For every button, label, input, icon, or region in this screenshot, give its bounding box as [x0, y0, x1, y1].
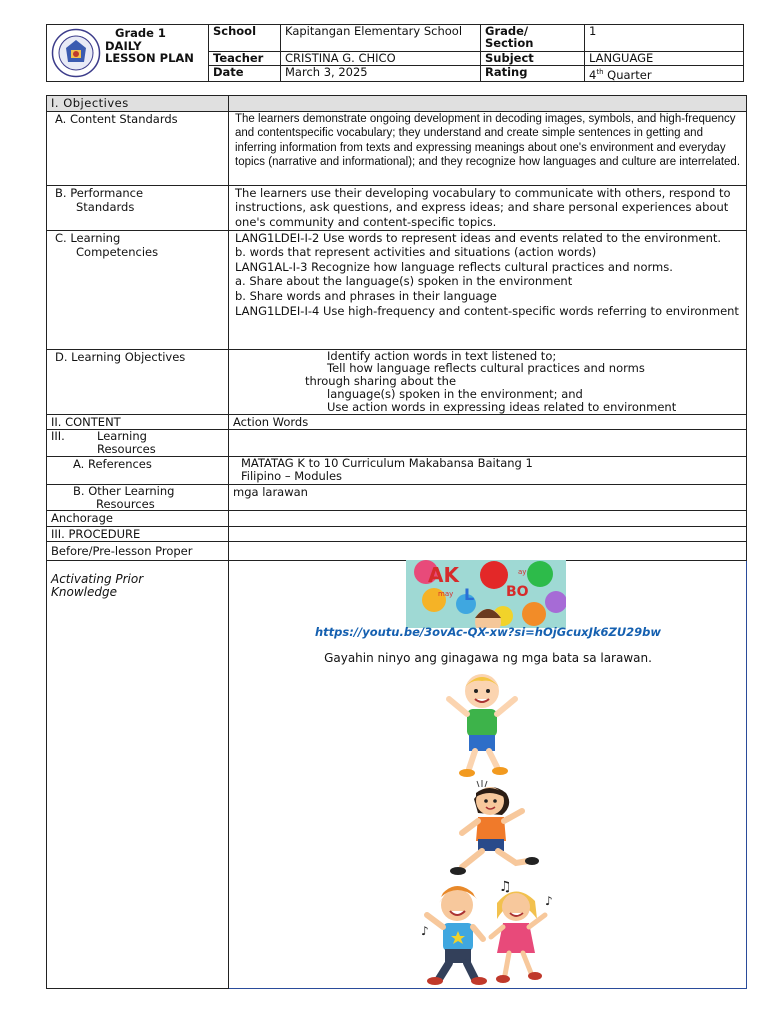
- objectives-heading-blank: [229, 96, 747, 112]
- title-line-1: Grade 1: [115, 26, 166, 40]
- procedure-blank: [229, 526, 747, 542]
- anchorage-label: Anchorage: [47, 511, 229, 527]
- header-table: [46, 24, 744, 82]
- other-resources-value: mga larawan: [229, 485, 747, 511]
- grade-label: Grade/ Section: [481, 25, 585, 52]
- banner-text-may: may: [438, 590, 454, 599]
- content-label: II. CONTENT: [47, 414, 229, 430]
- performance-standards-text: The learners use their developing vocabulary to communicate with others, respond to instructions, ask questions, and express ideas; and share personal experiences about one's community and content-specific topics.: [229, 185, 747, 230]
- lesson-plan-table: [46, 95, 747, 989]
- music-note-icon: ♪: [545, 894, 553, 909]
- deped-seal-logo: [51, 28, 101, 78]
- learning-competencies-text: [229, 230, 747, 349]
- rating-value: 4th Quarter: [585, 66, 744, 82]
- competency-line: b. Share words and phrases in their language: [235, 288, 497, 303]
- grade-value: 1: [585, 25, 744, 52]
- learning-objectives-text: [229, 349, 747, 414]
- procedure-label: III. PROCEDURE: [47, 526, 229, 542]
- objective-item: language(s) spoken in the environment; and: [327, 386, 583, 401]
- competency-line: LANG1LDEI-I-4 Use high-frequency and content-specific words referring to environment: [235, 303, 739, 318]
- youtube-link[interactable]: https://youtu.be/3ovAc-QX-xw?si=hOjGcuxJk6ZU29bw: [314, 625, 662, 640]
- banner-text-bo: BO: [506, 584, 529, 601]
- header-title-cell: [47, 25, 209, 82]
- performance-standards-label: B. Performance Standards: [47, 185, 229, 230]
- learning-resources-label: III. Learning Resources: [47, 430, 229, 457]
- references-label: A. References: [47, 457, 229, 485]
- date-value: March 3, 2025: [281, 66, 481, 82]
- competency-line: LANG1AL-I-3 Recognize how language reflects cultural practices and norms.: [235, 259, 673, 274]
- rating-label: Rating: [481, 66, 585, 82]
- banner-text-ak: AK: [428, 563, 459, 588]
- prelesson-label: Before/Pre-lesson Proper: [47, 542, 229, 561]
- teacher-value: CRISTINA G. CHICO: [281, 52, 481, 66]
- activating-label: Activating Prior Knowledge: [47, 561, 229, 989]
- other-resources-label: B. Other Learning Resources: [47, 485, 229, 511]
- competency-line: a. Share about the language(s) spoken in the environment: [235, 274, 573, 289]
- school-label: School: [209, 25, 281, 52]
- competency-line: b. words that represent activities and situations (action words): [235, 245, 597, 260]
- prelesson-blank: [229, 542, 747, 561]
- content-standards-text: The learners demonstrate ongoing development in decoding images, symbols, and high-frequency and contentspecific vocabulary; they understand and create simple sentences in getting and inferring information from texts and expressing meanings about one's environment and everyday topics (narrative and informational); and they recognize how languages and culture are interrelated.: [229, 111, 747, 185]
- objective-item: Use action words in expressing ideas related to environment: [327, 399, 677, 414]
- content-value: Action Words: [229, 414, 747, 430]
- jumping-boy-image: [437, 669, 527, 789]
- references-text: MATATAG K to 10 Curriculum Makabansa Baitang 1 Filipino – Modules: [229, 457, 747, 485]
- music-note-icon: ♫: [499, 879, 512, 896]
- objective-item: Identify action words in text listened to;: [327, 348, 557, 363]
- teacher-label: Teacher: [209, 52, 281, 66]
- banner-text-l: L: [464, 585, 475, 605]
- activating-content: [229, 561, 747, 989]
- content-standards-label: A. Content Standards: [47, 111, 229, 185]
- dancing-kids-image: [417, 875, 557, 987]
- date-label: Date: [209, 66, 281, 82]
- anchorage-blank: [229, 511, 747, 527]
- banner-text-ay: ay: [518, 568, 527, 577]
- running-girl-image: [434, 779, 544, 884]
- objective-item-continued: through sharing about the: [305, 374, 457, 389]
- learning-objectives-label: D. Learning Objectives: [47, 349, 229, 414]
- objective-item: Tell how language reflects cultural practices and norms: [327, 361, 645, 376]
- subject-label: Subject: [481, 52, 585, 66]
- subject-value: LANGUAGE: [585, 52, 744, 66]
- music-note-icon: ♪: [421, 924, 429, 939]
- learning-resources-blank: [229, 430, 747, 457]
- title-line-2: DAILY: [105, 38, 142, 53]
- objectives-heading: I. Objectives: [47, 96, 229, 112]
- competency-line: LANG1LDEI-I-2 Use words to represent ideas and events related to the environment.: [235, 230, 722, 245]
- title-line-3: LESSON PLAN: [105, 51, 194, 65]
- learning-competencies-label: C. Learning Competencies: [47, 230, 229, 349]
- school-value: Kapitangan Elementary School: [281, 25, 481, 52]
- activity-instruction: Gayahin ninyo ang ginagawa ng mga bata sa larawan.: [324, 651, 652, 666]
- balloon-banner-image: [406, 560, 566, 628]
